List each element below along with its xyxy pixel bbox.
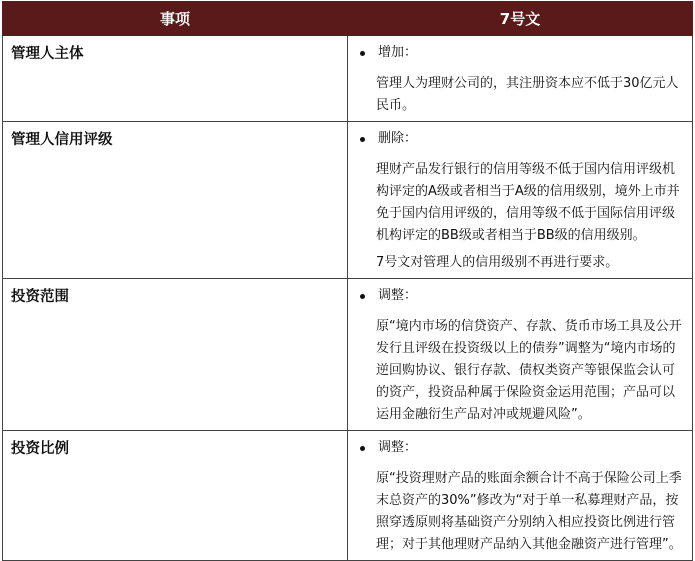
detail-paragraph: 理财产品发行银行的信用等级不低于国内信用评级机构评定的A级或者相当于A级的信用级别，境外上市并免于国内信用评级的，信用等级不低于国际信用评级机构评定的BB级或者相当于BB级的信用级别。: [376, 162, 680, 243]
detail-paragraph: 原“境内市场的信贷资产、存款、货币市场工具及公开发行且评级在投资级以上的债券”调整为“境内市场的逆回购协议、银行存款、债权类资产等银保监会认可的资产，投资品种属于保险资金运用范围；产品可以运用金融衍生产品对冲或规避风险”。: [376, 319, 682, 422]
bullet-icon: [360, 51, 365, 56]
row-item-label: 管理人主体: [3, 36, 348, 122]
row-detail: [348, 122, 693, 279]
column-header-detail: 7号文: [348, 2, 693, 36]
change-type-line: [358, 285, 684, 307]
table-row: [3, 122, 693, 279]
table-row: [3, 431, 693, 561]
row-detail: [348, 279, 693, 431]
regulation-comparison-table: [2, 1, 693, 561]
column-header-item: 事项: [3, 2, 348, 36]
table-row: [3, 36, 693, 122]
row-item-label: 投资比例: [3, 431, 348, 561]
change-type-label: 增加：: [378, 45, 418, 60]
row-detail: [348, 36, 693, 122]
change-type-label: 调整：: [378, 288, 418, 303]
detail-paragraph: 管理人为理财公司的，其注册资本应不低于30亿元人民币。: [376, 76, 679, 113]
detail-paragraph: 7号文对管理人的信用级别不再进行要求。: [376, 255, 619, 270]
bullet-icon: [360, 446, 365, 451]
row-detail: [348, 431, 693, 561]
change-type-line: [358, 128, 684, 150]
change-type-line: [358, 42, 684, 64]
detail-paragraph: 原“投资理财产品的账面余额合计不高于保险公司上季末总资产的30%”修改为“对于单一私募理财产品，按照穿透原则将基础资产分别纳入相应投资比例进行管理；对于其他理财产品纳入其他金融资产进行管理”。: [376, 471, 682, 552]
row-item-label: 投资范围: [3, 279, 348, 431]
bullet-icon: [360, 294, 365, 299]
bullet-icon: [360, 137, 365, 142]
row-item-label: 管理人信用评级: [3, 122, 348, 279]
table-header-row: [3, 2, 693, 36]
change-type-line: [358, 437, 684, 459]
change-type-label: 调整：: [378, 440, 418, 455]
table-row: [3, 279, 693, 431]
change-type-label: 删除：: [378, 131, 418, 146]
